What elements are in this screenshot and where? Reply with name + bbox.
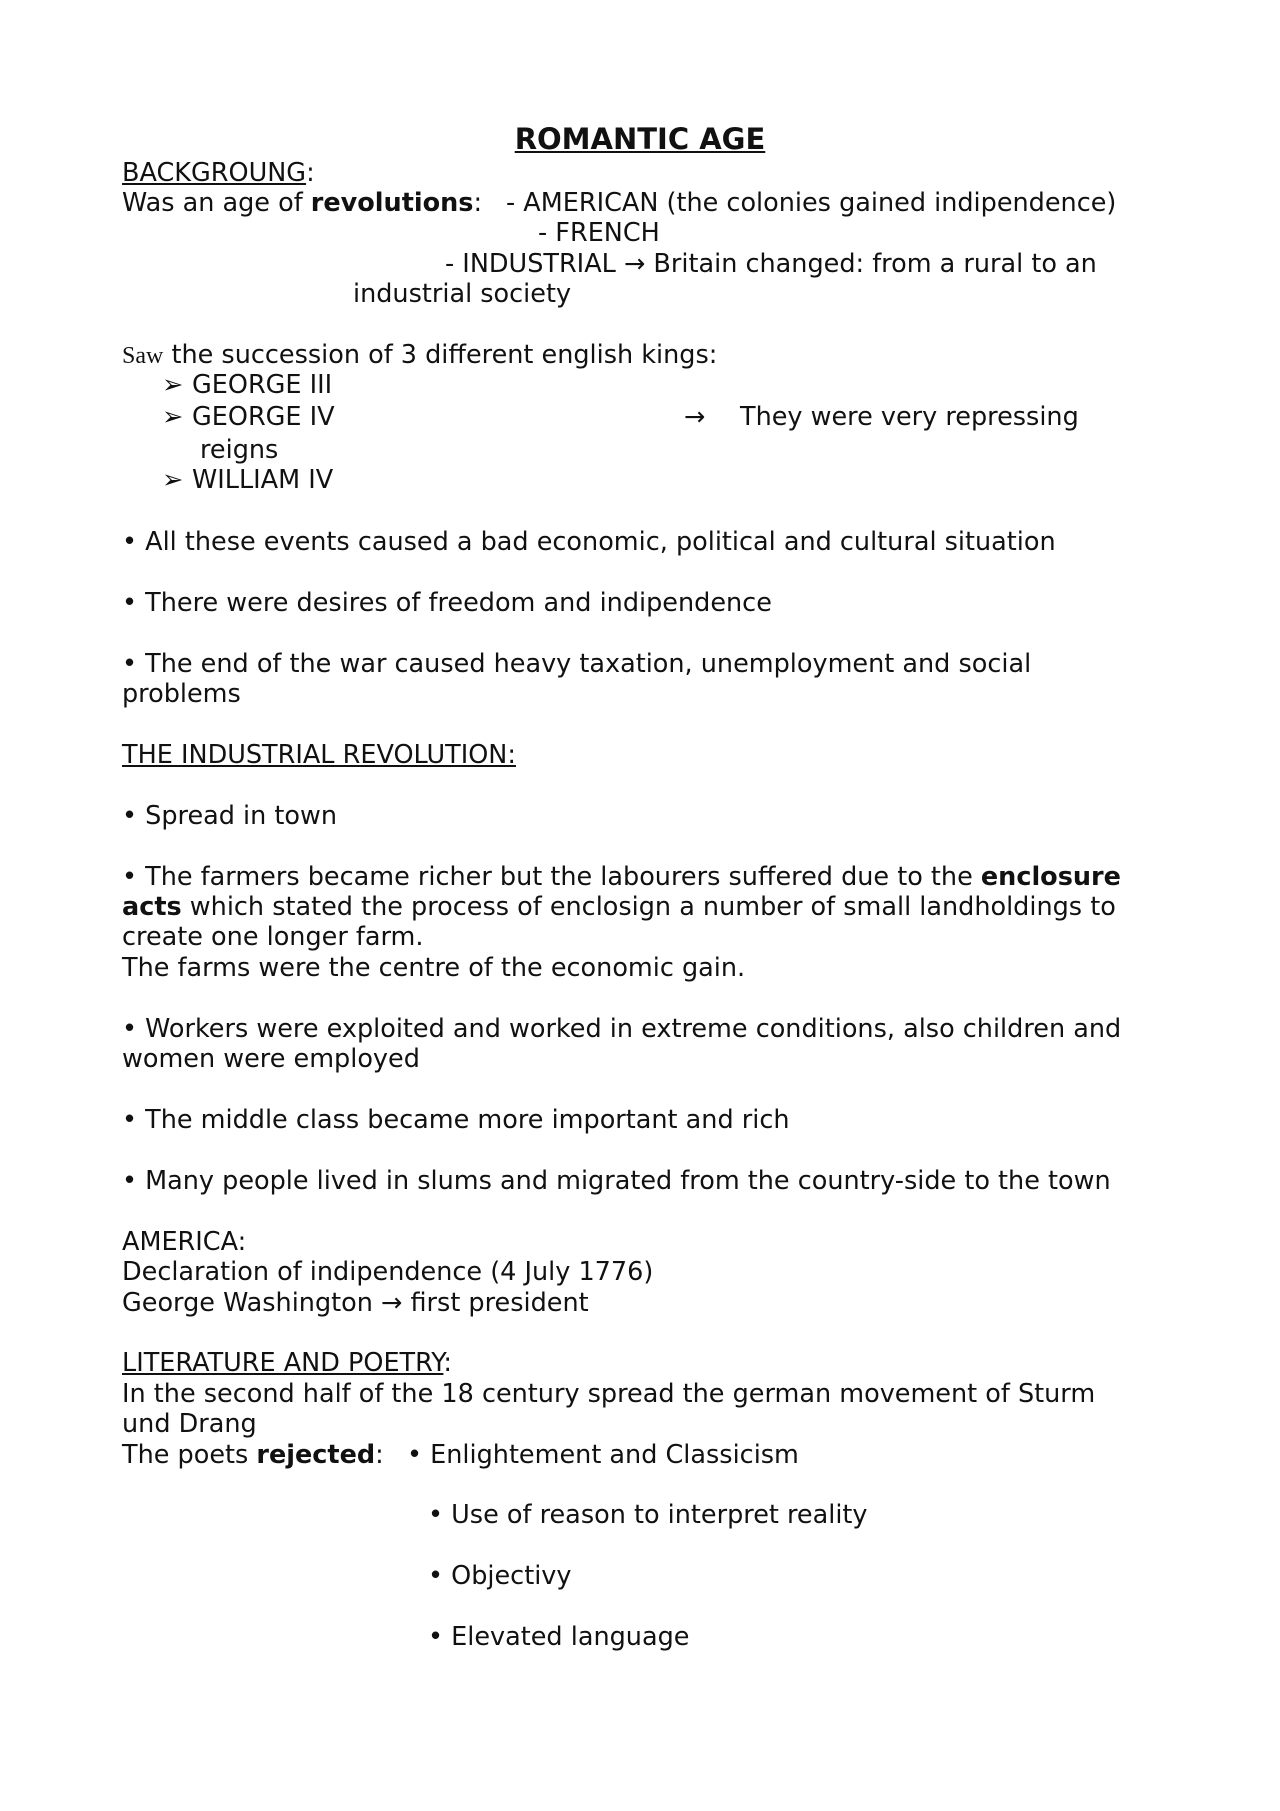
acts-bold: acts [122, 892, 182, 922]
page-title: ROMANTIC AGE [514, 122, 766, 156]
rev-industrial: - INDUSTRIAL → Britain changed: from a rural to an [445, 249, 1097, 279]
king-item [162, 465, 333, 496]
bullet-point: • Workers were exploited and worked in extreme conditions, also children and [122, 1014, 1122, 1044]
rejected-item: • Objectivy [428, 1561, 572, 1591]
bullet-point: • All these events caused a bad economic, political and cultural situation [122, 527, 1056, 557]
industrial-heading: THE INDUSTRIAL REVOLUTION: [122, 740, 516, 770]
rev-colon: : [473, 188, 483, 218]
background-heading-label: BACKGROUNG [122, 158, 307, 188]
king-item [162, 402, 335, 433]
rev-french: - FRENCH [538, 218, 660, 248]
kings-note: They were very repressing [740, 402, 1079, 432]
bullet-point: • The middle class became more important and rich [122, 1105, 790, 1135]
heading-colon: : [306, 158, 315, 188]
literature-line: In the second half of the 18 century spread the german movement of Sturm [122, 1379, 1096, 1409]
heading-colon: : [443, 1348, 453, 1378]
rev-industrial-cont: industrial society [353, 279, 572, 309]
enclosure-line [122, 862, 1121, 893]
king-name: GEORGE III [192, 370, 333, 400]
king-name: WILLIAM IV [192, 465, 334, 495]
bullet-point: • Spread in town [122, 801, 338, 831]
bullet-point-cont: problems [122, 679, 241, 709]
kings-note-cont: reigns [200, 435, 279, 465]
kings-arrow: → [684, 402, 706, 432]
enclosure-text-2: which stated the process of enclosign a number of small landholdings to [181, 892, 1116, 922]
bullet-point-cont: women were employed [122, 1044, 420, 1074]
king-name: GEORGE IV [192, 402, 335, 432]
rev-american: - AMERICAN (the colonies gained indipendence) [506, 188, 1117, 218]
farms-line: The farms were the centre of the economic gain. [122, 953, 746, 983]
arrow-bullet-icon: ➢ [162, 402, 184, 432]
literature-line: und Drang [122, 1409, 257, 1439]
saw-rest: the succession of 3 different english kings: [163, 340, 718, 370]
rejected-item: • Enlightement and Classicism [407, 1440, 799, 1470]
background-heading [122, 158, 315, 189]
enclosure-line-2 [122, 892, 1116, 923]
bullet-point: • There were desires of freedom and indipendence [122, 588, 772, 618]
rejected-item: • Use of reason to interpret reality [428, 1500, 868, 1530]
saw-word: Saw [122, 343, 164, 369]
rev-bold: revolutions [310, 188, 474, 218]
rejected-item: • Elevated language [428, 1622, 690, 1652]
america-heading: AMERICA: [122, 1227, 247, 1257]
bullet-point: • The end of the war caused heavy taxation, unemployment and social [122, 649, 1032, 679]
bullet-point: • Many people lived in slums and migrated from the country-side to the town [122, 1166, 1111, 1196]
rev-prefix: Was an age of [122, 188, 311, 218]
america-line: George Washington → first president [122, 1288, 589, 1318]
arrow-bullet-icon: ➢ [162, 370, 184, 400]
rejected-colon: : [375, 1440, 384, 1470]
arrow-bullet-icon: ➢ [162, 465, 184, 495]
rejected-line [122, 1440, 384, 1471]
america-line: Declaration of indipendence (4 July 1776) [122, 1257, 654, 1287]
enclosure-bold: enclosure [980, 862, 1121, 892]
revolutions-line [122, 188, 482, 219]
enclosure-line-3: create one longer farm. [122, 922, 424, 952]
rejected-prefix: The poets [122, 1440, 257, 1470]
kings-intro [122, 340, 717, 372]
king-item [162, 370, 332, 401]
literature-heading [122, 1348, 452, 1379]
literature-heading-label: LITERATURE AND POETRY [122, 1348, 444, 1378]
enclosure-text: • The farmers became richer but the labourers suffered due to the [122, 862, 981, 892]
rejected-bold: rejected [256, 1440, 376, 1470]
